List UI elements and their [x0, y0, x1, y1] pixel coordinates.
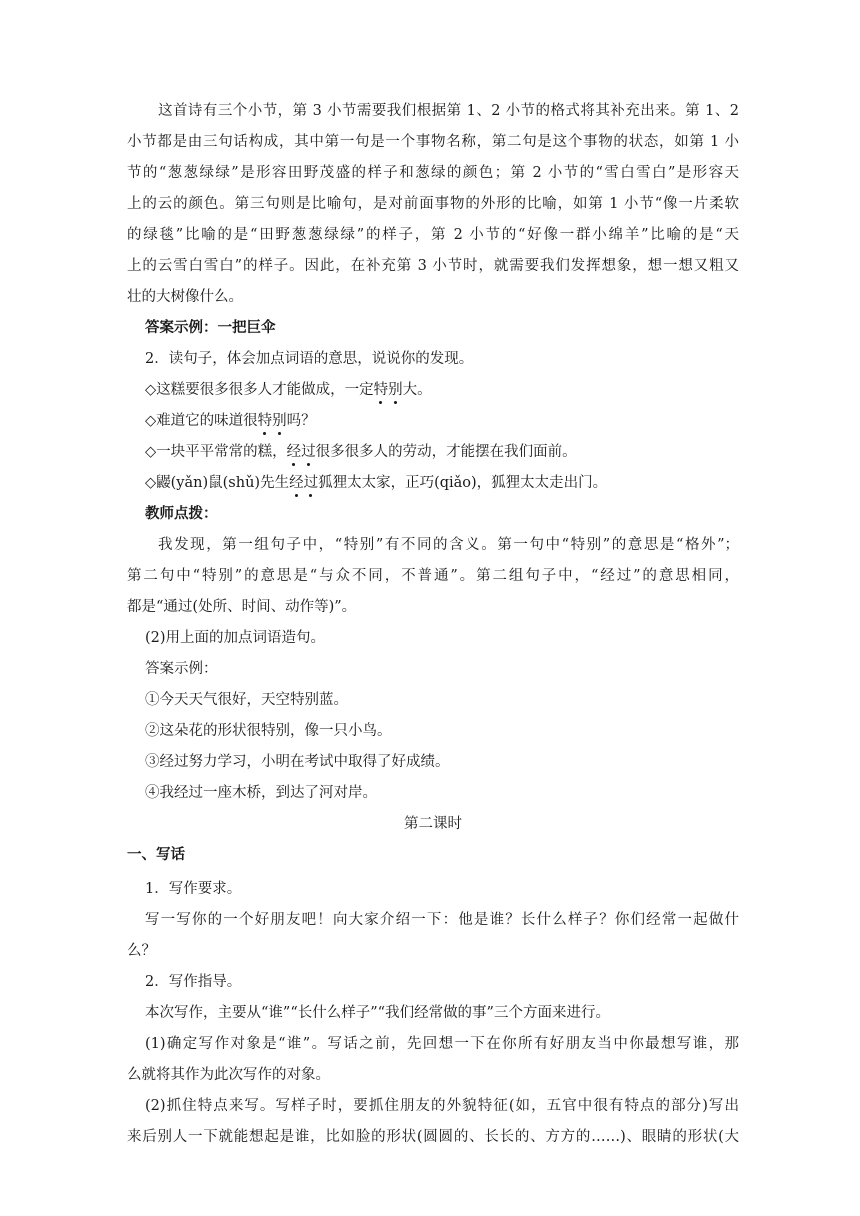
analysis-line: 上的云的颜色。第三句则是比喻句，是对前面事物的外形的比喻，如第 1 小节“像一片柔软 [127, 196, 739, 212]
example-sentence-2: ◇难道它的味道很特别吗？ [127, 406, 739, 437]
make-sentence-title: (2)用上面的加点词语造句。 [145, 630, 326, 646]
section-title: 一、写话 [127, 847, 185, 863]
analysis-line: 壮的大树像什么。 [127, 289, 243, 305]
emphasis-dot-char: 过 [304, 468, 319, 499]
analysis-line: 小节都是由三句话构成，其中第一句是一个事物名称，第二句是这个事物的状态，如第 1 小 [127, 134, 739, 150]
guide-point-1: (1)确定写作对象是“谁”。写话之前，先回想一下在你所有好朋友当中你最想写谁，那 [145, 1036, 739, 1052]
example-item: ②这朵花的形状很特别，像一只小鸟。 [145, 723, 392, 739]
emphasis-dot-char: 经 [287, 437, 302, 468]
analysis-line: 这首诗有三个小节，第 3 小节需要我们根据第 1、2 小节的格式将其补充出来。第 1、2 [158, 103, 739, 119]
emphasis-dot-char: 别 [388, 375, 403, 406]
example-sentence-1: ◇这糕要很多很多人才能做成，一定特别大。 [127, 375, 739, 406]
requirement-line: 么？ [127, 943, 156, 959]
example-item: ④我经过一座木桥，到达了河对岸。 [145, 785, 377, 801]
emphasis-dot-char: 别 [272, 406, 287, 437]
guide-point-2: 来后别人一下就能想起是谁，比如脸的形状(圆圆的、长长的、方方的……)、眼睛的形状(大 [127, 1129, 739, 1145]
emphasis-dot-char: 特 [258, 406, 273, 437]
example-sentence-4: ◇鼹(yǎn)鼠(shǔ)先生经过狐狸太太家，正巧(qiǎo)，狐狸太太走出门。 [127, 468, 739, 499]
analysis-line: 的绿毯”比喻的是“田野葱葱绿绿”的样子，第 2 小节的“好像一群小绵羊”比喻的是“天 [127, 227, 739, 243]
example-item: ③经过努力学习，小明在考试中取得了好成绩。 [145, 754, 450, 770]
guide-point-1: 么就将其作为此次写作的对象。 [127, 1067, 330, 1083]
teacher-tip-line: 我发现，第一组句子中，“特别”有不同的含义。第一句中“特别”的意思是“格外”； [158, 537, 739, 553]
guide-intro: 本次写作，主要从“谁”“长什么样子”“我们经常做的事”三个方面来进行。 [145, 1005, 610, 1021]
emphasis-dot-char: 过 [301, 437, 316, 468]
lesson-title: 第二课时 [404, 816, 462, 832]
guide-point-2: (2)抓住特点来写。写样子时，要抓住朋友的外貌特征(如，五官中很有特点的部分)写出 [145, 1098, 739, 1114]
teacher-tip-line: 第二句中“特别”的意思是“与众不同，不普通”。第二组句子中，“经过”的意思相同， [127, 568, 739, 584]
guide-title: 2．写作指导。 [145, 974, 242, 990]
example-item: ①今天天气很好，天空特别蓝。 [145, 692, 348, 708]
teacher-tip-heading: 教师点拨： [145, 506, 218, 522]
requirement-title: 1．写作要求。 [145, 881, 242, 897]
emphasis-dot-char: 特 [374, 375, 389, 406]
answer-example-label: 答案示例： [145, 661, 218, 677]
teacher-tip-line: 都是“通过(处所、时间、动作等)”。 [127, 599, 357, 615]
analysis-line: 节的“葱葱绿绿”是形容田野茂盛的样子和葱绿的颜色；第 2 小节的“雪白雪白”是形容天 [127, 165, 739, 181]
page-content [127, 96, 739, 1153]
requirement-line: 写一写你的一个好朋友吧！向大家介绍一下：他是谁？长什么样子？你们经常一起做什 [145, 912, 739, 928]
example-sentence-3: ◇一块平平常常的糕，经过很多很多人的劳动，才能摆在我们面前。 [127, 437, 739, 468]
emphasis-dot-char: 经 [289, 468, 304, 499]
question-2-title: 2．读句子，体会加点词语的意思，说说你的发现。 [145, 351, 474, 367]
answer-example-heading: 答案示例：一把巨伞 [145, 320, 276, 336]
analysis-line: 上的云雪白雪白”的样子。因此，在补充第 3 小节时，就需要我们发挥想象，想一想又粗又 [127, 258, 739, 274]
